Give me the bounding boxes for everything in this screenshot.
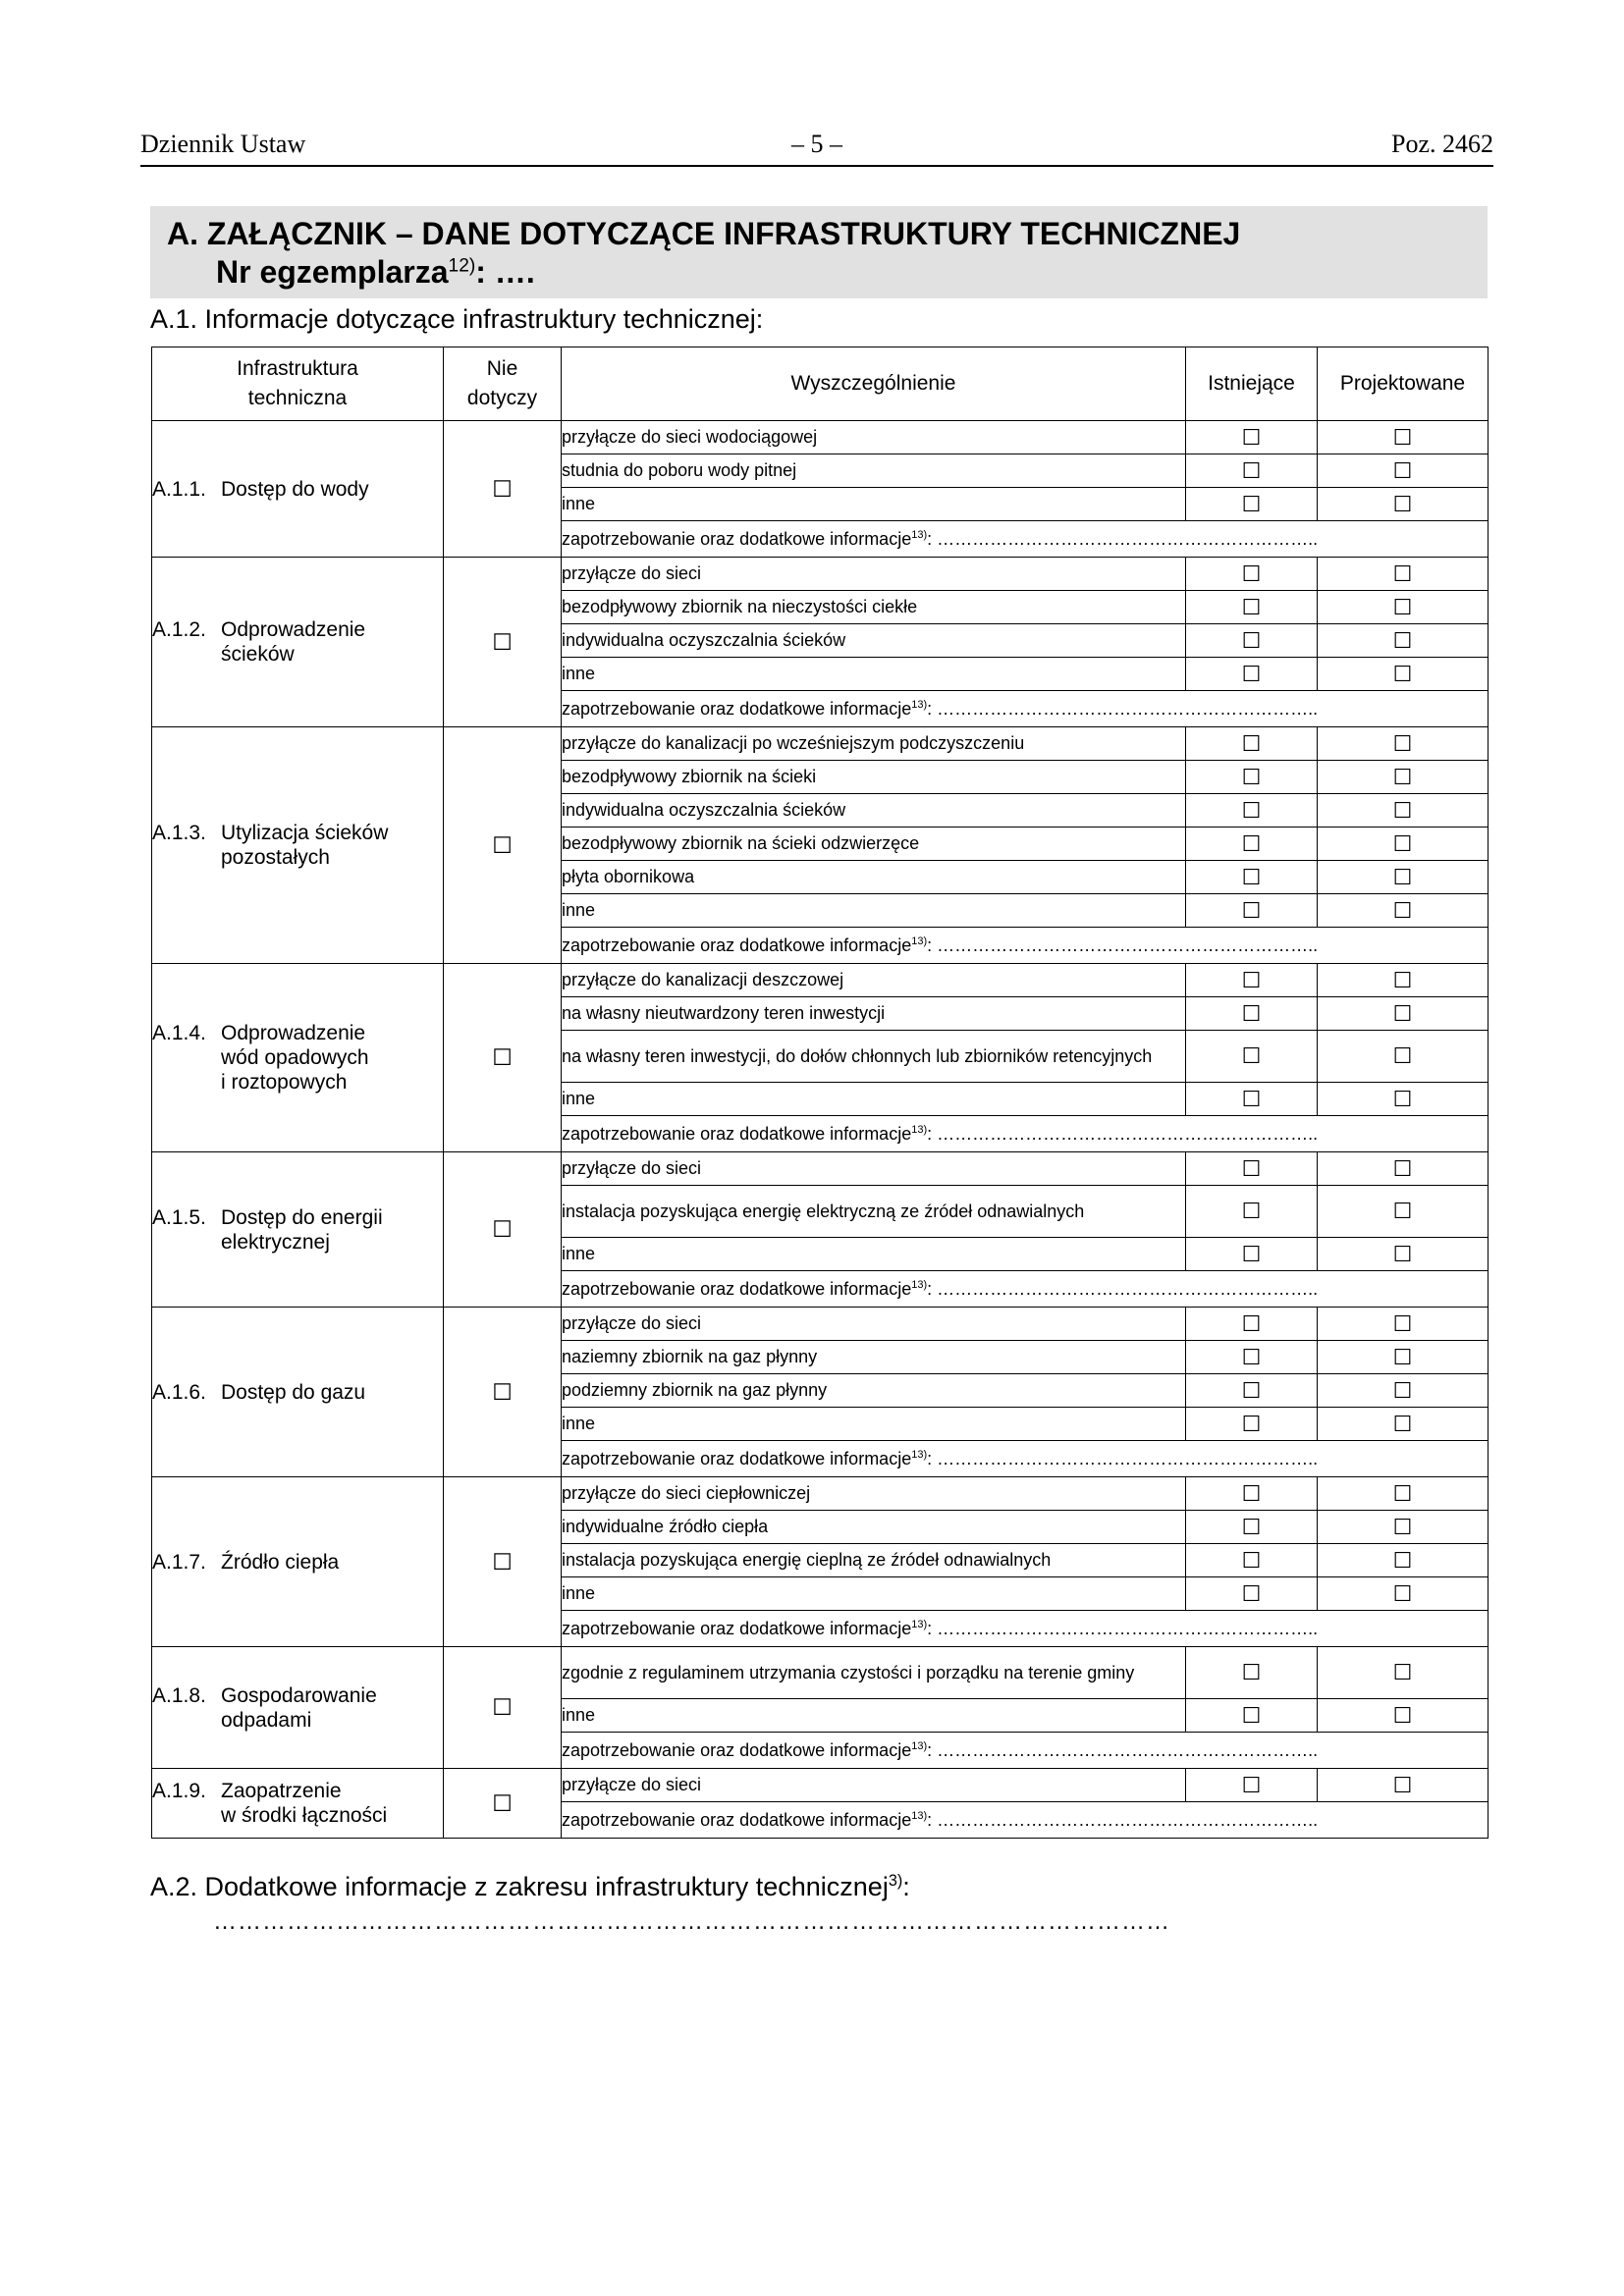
footnote-ref: 13) — [911, 1618, 928, 1630]
infrastructure-category — [152, 1152, 444, 1308]
planned-checkbox[interactable]: ☐ — [1318, 761, 1489, 794]
detail-item: przyłącze do sieci ciepłowniczej — [562, 1477, 1186, 1511]
planned-checkbox[interactable]: ☐ — [1318, 624, 1489, 658]
detail-item: przyłącze do sieci — [562, 1152, 1186, 1186]
detail-item: na własny teren inwestycji, do dołów chłonnych lub zbiorników retencyjnych — [562, 1031, 1186, 1083]
section-title — [150, 206, 1488, 298]
planned-checkbox[interactable]: ☐ — [1318, 558, 1489, 591]
detail-item: przyłącze do sieci — [562, 1308, 1186, 1341]
planned-checkbox[interactable]: ☐ — [1318, 1699, 1489, 1733]
detail-item: podziemny zbiornik na gaz płynny — [562, 1374, 1186, 1408]
not-applicable-checkbox[interactable]: ☐ — [444, 1308, 562, 1477]
planned-checkbox[interactable]: ☐ — [1318, 1083, 1489, 1116]
existing-checkbox[interactable]: ☐ — [1186, 1477, 1318, 1511]
table-row — [152, 558, 1489, 591]
detail-item: bezodpływowy zbiornik na ścieki odzwierzęce — [562, 828, 1186, 861]
footnote-ref: 12) — [448, 255, 476, 277]
detail-item: studnia do poboru wody pitnej — [562, 454, 1186, 488]
copy-number-line — [216, 254, 535, 291]
not-applicable-checkbox[interactable]: ☐ — [444, 1769, 562, 1839]
infrastructure-category — [152, 1769, 444, 1839]
planned-checkbox[interactable]: ☐ — [1318, 828, 1489, 861]
detail-item: inne — [562, 1699, 1186, 1733]
additional-info-field[interactable]: zapotrzebowanie oraz dodatkowe informacje$^{13)}$: ……………………………………………………….. — [562, 1611, 1489, 1647]
planned-checkbox[interactable]: ☐ — [1318, 794, 1489, 828]
category-number: A.1.7. — [152, 1550, 206, 1574]
category-name-line: Gospodarowanie — [221, 1683, 377, 1707]
existing-checkbox[interactable]: ☐ — [1186, 658, 1318, 691]
copy-number-label: Nr egzemplarza — [216, 254, 449, 290]
detail-item: na własny nieutwardzony teren inwestycji — [562, 997, 1186, 1031]
existing-checkbox[interactable]: ☐ — [1186, 1186, 1318, 1238]
detail-item: przyłącze do sieci — [562, 558, 1186, 591]
category-number: A.1.9. — [152, 1780, 206, 1802]
planned-checkbox[interactable]: ☐ — [1318, 1577, 1489, 1611]
section-title-line1: A. ZAŁĄCZNIK – DANE DOTYCZĄCE INFRASTRUKTURY TECHNICZNEJ — [167, 216, 1241, 251]
col-header-planned: Projektowane — [1318, 347, 1489, 421]
category-number: A.1.2. — [152, 618, 206, 641]
planned-checkbox[interactable]: ☐ — [1318, 591, 1489, 624]
additional-info-field[interactable]: zapotrzebowanie oraz dodatkowe informacje$^{13)}$: ……………………………………………………….. — [562, 928, 1489, 964]
planned-checkbox[interactable]: ☐ — [1318, 964, 1489, 997]
footnote-ref: 13) — [911, 1278, 928, 1291]
copy-number-value: : …. — [475, 254, 535, 290]
footnote-ref: 3) — [888, 1872, 903, 1890]
planned-checkbox[interactable]: ☐ — [1318, 727, 1489, 761]
planned-checkbox[interactable]: ☐ — [1318, 488, 1489, 521]
not-applicable-checkbox[interactable]: ☐ — [444, 1152, 562, 1308]
table-row — [152, 727, 1489, 761]
planned-checkbox[interactable]: ☐ — [1318, 1238, 1489, 1271]
table-row — [152, 1647, 1489, 1699]
subsection-a2-title: A.2. Dodatkowe informacje z zakresu infrastruktury technicznej$^{3)}$: — [150, 1872, 910, 1901]
planned-checkbox[interactable]: ☐ — [1318, 997, 1489, 1031]
planned-checkbox[interactable]: ☐ — [1318, 1374, 1489, 1408]
infrastructure-category — [152, 1647, 444, 1769]
additional-info-field[interactable]: zapotrzebowanie oraz dodatkowe informacje$^{13)}$: ……………………………………………………….. — [562, 521, 1489, 558]
detail-item: indywidualne źródło ciepła — [562, 1511, 1186, 1544]
category-name-line: Dostęp do wody — [221, 477, 369, 501]
category-name-line: Dostęp do energii — [221, 1205, 383, 1229]
subsection-a1-title: A.1. Informacje dotyczące infrastruktury technicznej: — [150, 304, 764, 334]
existing-checkbox[interactable]: ☐ — [1186, 1769, 1318, 1802]
planned-checkbox[interactable]: ☐ — [1318, 658, 1489, 691]
category-name-line: pozostałych — [221, 846, 330, 869]
existing-checkbox[interactable]: ☐ — [1186, 894, 1318, 928]
table-body — [152, 421, 1489, 1839]
additional-info-field[interactable]: zapotrzebowanie oraz dodatkowe informacje$^{13)}$: ……………………………………………………….. — [562, 1441, 1489, 1477]
planned-checkbox[interactable]: ☐ — [1318, 1341, 1489, 1374]
detail-item: inne — [562, 1408, 1186, 1441]
existing-checkbox[interactable]: ☐ — [1186, 1699, 1318, 1733]
existing-checkbox[interactable]: ☐ — [1186, 1308, 1318, 1341]
detail-item: bezodpływowy zbiornik na ścieki — [562, 761, 1186, 794]
infrastructure-table — [151, 347, 1489, 1839]
detail-item: naziemny zbiornik na gaz płynny — [562, 1341, 1186, 1374]
existing-checkbox[interactable]: ☐ — [1186, 591, 1318, 624]
category-number: A.1.6. — [152, 1380, 206, 1404]
existing-checkbox[interactable]: ☐ — [1186, 624, 1318, 658]
planned-checkbox[interactable]: ☐ — [1318, 861, 1489, 894]
detail-item: inne — [562, 658, 1186, 691]
footnote-ref: 13) — [911, 1809, 928, 1822]
planned-checkbox[interactable]: ☐ — [1318, 1031, 1489, 1083]
category-number: A.1.1. — [152, 477, 206, 501]
additional-info-field[interactable]: zapotrzebowanie oraz dodatkowe informacje$^{13)}$: ……………………………………………………….. — [562, 1116, 1489, 1152]
planned-checkbox[interactable]: ☐ — [1318, 1511, 1489, 1544]
existing-checkbox[interactable]: ☐ — [1186, 1341, 1318, 1374]
infrastructure-category — [152, 1477, 444, 1647]
existing-checkbox[interactable]: ☐ — [1186, 1238, 1318, 1271]
existing-checkbox[interactable]: ☐ — [1186, 828, 1318, 861]
category-name-line: Odprowadzenie — [221, 1022, 366, 1044]
existing-checkbox[interactable]: ☐ — [1186, 1647, 1318, 1699]
table-row — [152, 1769, 1489, 1802]
existing-checkbox[interactable]: ☐ — [1186, 997, 1318, 1031]
infrastructure-category — [152, 558, 444, 727]
existing-checkbox[interactable]: ☐ — [1186, 1374, 1318, 1408]
infrastructure-category — [152, 1308, 444, 1477]
detail-item: zgodnie z regulaminem utrzymania czystości i porządku na terenie gminy — [562, 1647, 1186, 1699]
not-applicable-checkbox[interactable]: ☐ — [444, 727, 562, 964]
footnote-ref: 13) — [911, 1123, 928, 1136]
table-header-row — [152, 347, 1489, 421]
existing-checkbox[interactable]: ☐ — [1186, 454, 1318, 488]
infrastructure-category — [152, 727, 444, 964]
detail-item: przyłącze do kanalizacji deszczowej — [562, 964, 1186, 997]
footnote-ref: 13) — [911, 1739, 928, 1752]
category-number: A.1.4. — [152, 1022, 206, 1044]
not-applicable-checkbox[interactable]: ☐ — [444, 1477, 562, 1647]
additional-info-field[interactable]: zapotrzebowanie oraz dodatkowe informacje$^{13)}$: ……………………………………………………….. — [562, 1733, 1489, 1769]
category-name-line: elektrycznej — [221, 1230, 330, 1254]
detail-item: inne — [562, 1238, 1186, 1271]
category-number: A.1.3. — [152, 822, 206, 844]
planned-checkbox[interactable]: ☐ — [1318, 1544, 1489, 1577]
existing-checkbox[interactable]: ☐ — [1186, 1031, 1318, 1083]
page-number: – 5 – — [791, 130, 842, 158]
planned-checkbox[interactable]: ☐ — [1318, 894, 1489, 928]
detail-item: przyłącze do kanalizacji po wcześniejszym podczyszczeniu — [562, 727, 1186, 761]
planned-checkbox[interactable]: ☐ — [1318, 1647, 1489, 1699]
existing-checkbox[interactable]: ☐ — [1186, 794, 1318, 828]
existing-checkbox[interactable]: ☐ — [1186, 1083, 1318, 1116]
category-name-line: wód opadowych — [221, 1046, 369, 1069]
not-applicable-checkbox[interactable]: ☐ — [444, 421, 562, 558]
additional-info-field[interactable]: zapotrzebowanie oraz dodatkowe informacje$^{13)}$: ……………………………………………………….. — [562, 691, 1489, 727]
category-name-line: ścieków — [221, 643, 295, 666]
table-row — [152, 964, 1489, 997]
infrastructure-category — [152, 964, 444, 1152]
page-header — [140, 130, 1493, 167]
col-header-not-applicable: Nie dotyczy — [444, 347, 562, 421]
existing-checkbox[interactable]: ☐ — [1186, 421, 1318, 454]
detail-item: indywidualna oczyszczalnia ścieków — [562, 794, 1186, 828]
existing-checkbox[interactable]: ☐ — [1186, 1577, 1318, 1611]
detail-item: inne — [562, 894, 1186, 928]
detail-item: instalacja pozyskująca energię cieplną ze źródeł odnawialnych — [562, 1544, 1186, 1577]
category-name-line: i roztopowych — [221, 1071, 348, 1094]
planned-checkbox[interactable]: ☐ — [1318, 1477, 1489, 1511]
table-row — [152, 1477, 1489, 1511]
detail-item: instalacja pozyskująca energię elektryczną ze źródeł odnawialnych — [562, 1186, 1186, 1238]
category-name-line: odpadami — [221, 1708, 312, 1732]
a2-fill-line: ……………………………………………………………………………………………………… — [213, 1908, 1170, 1935]
detail-item: inne — [562, 488, 1186, 521]
table-row — [152, 421, 1489, 454]
planned-checkbox[interactable]: ☐ — [1318, 1186, 1489, 1238]
existing-checkbox[interactable]: ☐ — [1186, 861, 1318, 894]
existing-checkbox[interactable]: ☐ — [1186, 727, 1318, 761]
existing-checkbox[interactable]: ☐ — [1186, 488, 1318, 521]
existing-checkbox[interactable]: ☐ — [1186, 1511, 1318, 1544]
not-applicable-checkbox[interactable]: ☐ — [444, 1647, 562, 1769]
journal-name: Dziennik Ustaw — [140, 130, 306, 158]
category-name-line: Utylizacja ścieków — [221, 822, 389, 844]
footnote-ref: 13) — [911, 698, 928, 711]
category-number: A.1.5. — [152, 1205, 206, 1229]
detail-item: indywidualna oczyszczalnia ścieków — [562, 624, 1186, 658]
planned-checkbox[interactable]: ☐ — [1318, 421, 1489, 454]
planned-checkbox[interactable]: ☐ — [1318, 1769, 1489, 1802]
table-row — [152, 1152, 1489, 1186]
existing-checkbox[interactable]: ☐ — [1186, 1544, 1318, 1577]
col-header-details: Wyszczególnienie — [562, 347, 1186, 421]
detail-item: przyłącze do sieci wodociągowej — [562, 421, 1186, 454]
detail-item: płyta obornikowa — [562, 861, 1186, 894]
category-number: A.1.8. — [152, 1683, 206, 1707]
category-name-line: Dostęp do gazu — [221, 1380, 366, 1404]
existing-checkbox[interactable]: ☐ — [1186, 964, 1318, 997]
additional-info-field[interactable]: zapotrzebowanie oraz dodatkowe informacje$^{13)}$: ……………………………………………………….. — [562, 1271, 1489, 1308]
category-name-line: Źródło ciepła — [221, 1550, 340, 1574]
detail-item: przyłącze do sieci — [562, 1769, 1186, 1802]
position-number: Poz. 2462 — [1391, 130, 1493, 158]
planned-checkbox[interactable]: ☐ — [1318, 1308, 1489, 1341]
col-header-existing: Istniejące — [1186, 347, 1318, 421]
category-name-line: Odprowadzenie — [221, 618, 366, 641]
infrastructure-category — [152, 421, 444, 558]
existing-checkbox[interactable]: ☐ — [1186, 1152, 1318, 1186]
existing-checkbox[interactable]: ☐ — [1186, 761, 1318, 794]
footnote-ref: 13) — [911, 934, 928, 947]
existing-checkbox[interactable]: ☐ — [1186, 558, 1318, 591]
table-row — [152, 1308, 1489, 1341]
existing-checkbox[interactable]: ☐ — [1186, 1408, 1318, 1441]
planned-checkbox[interactable]: ☐ — [1318, 1408, 1489, 1441]
planned-checkbox[interactable]: ☐ — [1318, 1152, 1489, 1186]
category-name-line: w środki łączności — [221, 1804, 388, 1827]
planned-checkbox[interactable]: ☐ — [1318, 454, 1489, 488]
additional-info-field[interactable]: zapotrzebowanie oraz dodatkowe informacje$^{13)}$: ……………………………………………………….. — [562, 1802, 1489, 1839]
category-name-line: Zaopatrzenie — [221, 1780, 342, 1802]
detail-item: bezodpływowy zbiornik na nieczystości ciekłe — [562, 591, 1186, 624]
col-header-infrastructure: Infrastruktura techniczna — [152, 347, 444, 421]
detail-item: inne — [562, 1577, 1186, 1611]
not-applicable-checkbox[interactable]: ☐ — [444, 558, 562, 727]
not-applicable-checkbox[interactable]: ☐ — [444, 964, 562, 1152]
footnote-ref: 13) — [911, 1448, 928, 1461]
footnote-ref: 13) — [911, 528, 928, 541]
detail-item: inne — [562, 1083, 1186, 1116]
